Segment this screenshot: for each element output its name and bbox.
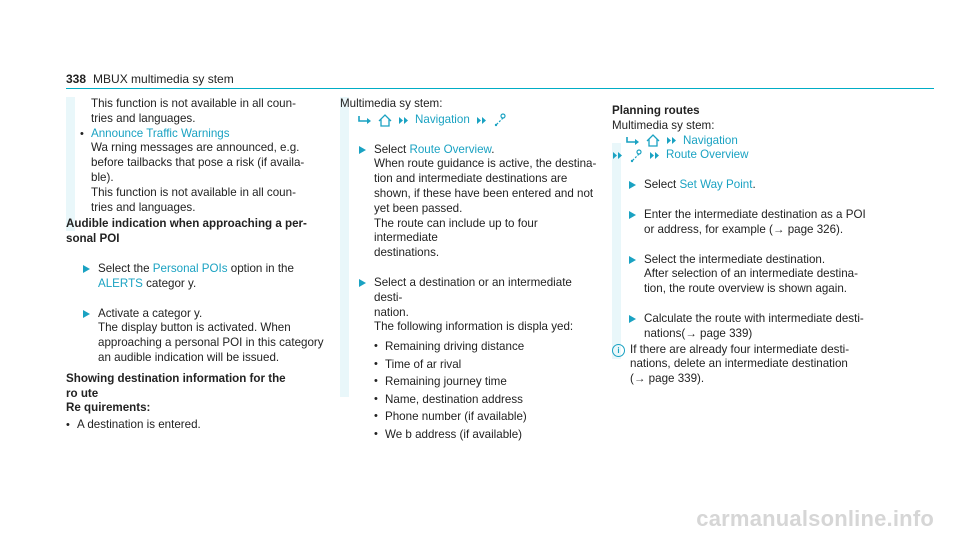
watermark: carmanualsonline.info [696,506,934,532]
bullet-icon: • [374,427,378,440]
path-start-arrow-icon [358,115,372,125]
double-chevron-icon [649,151,660,160]
route-icon[interactable] [629,149,643,163]
heading-line: Audible indication when approaching a per‐ [66,217,307,231]
text-line: nation. [374,305,409,319]
text-line: The route can include up to four intermediate [374,216,538,245]
step-arrow-icon [83,265,90,273]
text-line: approaching a personal POI in this category [98,336,324,350]
navigation-link[interactable]: Navigation [683,133,738,147]
text-line: The display button is activated. When [98,321,291,335]
multimedia-system-label: Multimedia sy stem: [612,118,715,132]
text-line: Calculate the route with intermediate desti‐ [644,311,864,325]
text-line: tries and languages. [91,111,196,125]
announce-traffic-warnings-link[interactable]: Announce Traffic Warnings [91,126,230,140]
bullet-icon: • [374,340,378,353]
step [80,262,326,292]
text: A destination is entered. [77,418,201,432]
list-item [374,391,602,409]
text: Remaining driving distance [385,340,525,354]
bullet-icon: • [66,419,70,432]
text-line: This function is not available in all coun‐ [91,97,296,110]
column-1 [66,97,326,433]
step-arrow-icon [359,146,366,154]
alerts-link[interactable]: ALERTS [98,276,143,290]
bullet-icon: • [374,392,378,405]
info-icon: i [612,344,625,357]
text: . [491,142,495,156]
menu-path [340,113,602,128]
step-arrow-icon [629,256,636,264]
navigation-link[interactable]: Navigation [415,112,470,126]
text-line: tries and languages. [91,200,196,214]
text-line: If there are already four intermediate desti‐ [630,342,850,356]
list-item [66,418,326,433]
text: Select [374,142,410,156]
home-icon[interactable] [378,114,392,127]
home-icon[interactable] [646,134,660,147]
header-rule [66,88,934,89]
text-line: Select the intermediate destination. [644,252,826,266]
text-line: or address, for example (→ page 326). [644,222,844,236]
list-item [374,408,602,426]
text-line: destinations. [374,246,440,260]
heading-line: ro ute [66,386,99,400]
bullet-icon: • [80,127,84,140]
step-arrow-icon [629,315,636,323]
route-icon[interactable] [493,113,507,127]
step [356,143,602,261]
page-number: 338 [66,72,87,86]
section-heading: Planning routes [612,104,700,117]
menu-path [612,148,880,163]
text-line: When route guidance is active, the destina‐ [374,157,597,171]
double-chevron-icon [612,151,623,160]
list-item [374,338,602,356]
text-line: tion, the route overview is shown again. [644,282,848,296]
double-chevron-icon [398,116,409,125]
column-2 [340,97,602,443]
text-line: shown, if these have been entered and not [374,186,594,200]
text-line: ble). [91,170,114,184]
personal-pois-link[interactable]: Personal POIs [152,261,228,275]
text-line: The following information is displa yed: [374,320,574,334]
heading-line: sonal POI [66,232,120,246]
bullet-icon: • [374,375,378,388]
list-item [80,127,326,142]
text-line: nations, delete an intermediate destination [630,357,848,371]
text-line: Activate a categor y. [98,306,203,320]
text: Remaining journey time [385,375,507,389]
text: Name, destination address [385,392,523,406]
text-line: before tailbacks that pose a risk (if availa‐ [91,156,305,170]
step-arrow-icon [629,211,636,219]
double-chevron-icon [666,136,677,145]
text: Select [644,178,680,192]
info-note [612,343,880,387]
step [626,253,880,297]
text-line: an audible indication will be issued. [98,350,280,364]
step [626,208,880,238]
text: We b address (if available) [385,427,523,441]
page-header-title: MBUX multimedia sy stem [93,72,234,86]
route-overview-link[interactable]: Route Overview [409,142,492,156]
text-line: nations(→ page 339) [644,326,753,340]
text-line: This function is not available in all coun‐ [91,185,296,199]
route-overview-link[interactable]: Route Overview [666,148,749,162]
text: categor y. [142,276,197,290]
step-arrow-icon [629,181,636,189]
text-line: (→ page 339). [630,372,705,386]
list-item [374,426,602,444]
text: Phone number (if available) [385,410,527,424]
step-arrow-icon [359,279,366,287]
section-heading [66,217,326,247]
step [626,312,880,342]
section-heading [66,372,326,416]
text: . [752,178,756,192]
step [356,276,602,443]
requirements-label: Re quirements: [66,401,151,415]
path-start-arrow-icon [626,136,640,146]
step [626,178,880,193]
text: Select the [98,261,153,275]
heading-line: Showing destination information for the [66,371,286,385]
text: option in the [227,261,294,275]
menu-path [612,134,880,149]
text-line: After selection of an intermediate destina‐ [644,267,858,281]
set-way-point-link[interactable]: Set Way Point [679,178,753,192]
bullet-icon: • [374,410,378,423]
text-line: Enter the intermediate destination as a POI [644,207,866,221]
list-item [374,373,602,391]
column-3 [612,104,880,387]
text-line: Select a destination or an intermediate desti‐ [374,275,572,304]
text-line: yet been passed. [374,201,463,215]
list-item [374,356,602,374]
step-arrow-icon [83,310,90,318]
step [80,307,326,366]
page-header [66,72,234,87]
bullet-icon: • [374,357,378,370]
text: Time of ar rival [385,357,462,371]
double-chevron-icon [476,116,487,125]
multimedia-system-label: Multimedia sy stem: [340,97,443,110]
text-line: Wa rning messages are announced, e.g. [91,141,300,155]
text-line: tion and intermediate destinations are [374,172,568,186]
